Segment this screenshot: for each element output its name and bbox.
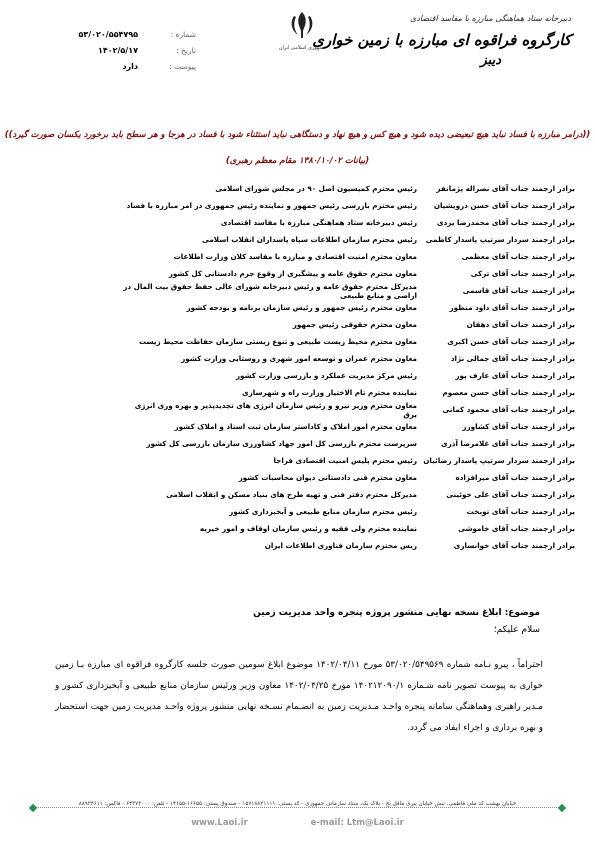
recipient-row (120, 368, 575, 385)
recipient-name: برادر ارجمند جناب آقای عارف پور (455, 371, 575, 381)
organization-suffix: دیبز (480, 53, 501, 68)
recipient-row (120, 181, 575, 198)
recipient-row (120, 487, 575, 504)
recipient-row (120, 300, 575, 317)
recipient-name: برادر ارجمند سردار سرتیپ پاسدار رضائیان (423, 456, 575, 466)
footer-divider (30, 807, 565, 808)
recipient-row (120, 419, 575, 436)
leader-quote: ((درامر مبارزه با فساد نباید هیچ تبعیضی دیده شود و هیچ کس و هیچ نهاد و دستگاهی نباید استثناء شود با فساد در هرجا و هر سطح باید برخورد یکسان صورت گیرد)) (4, 130, 591, 140)
recipient-name: برادر ارجمند جناب آقای علی خوئینی (446, 490, 575, 500)
recipient-title: رئیس محترم پلیس امنیت اقتصادی فراجا (273, 456, 417, 466)
recipient-row (120, 283, 575, 300)
recipient-title: معاون محترم رئیس جمهور و رئیس سازمان برنامه و بودجه کشور (186, 303, 417, 313)
recipient-name: برادر ارجمند جناب آقای میرافزاده (455, 473, 575, 483)
letter-meta (78, 26, 196, 74)
meta-value: ۵۳/۰۲۰/۵۵۴۷۹۵ (78, 29, 138, 39)
recipient-title: نماینده محترم تام الاختیار وزارت راه و شهرسازی (242, 388, 417, 398)
recipient-title: معاون محترم امور املاک و کاداستر سازمان ثبت اسناد و املاک کشور (174, 422, 417, 432)
recipient-name: برادر ارجمند جناب آقای نصراله پژمانفر (436, 184, 575, 194)
meta-value: دارد (122, 61, 138, 71)
quote-reference: (بیانات ۱۳۸۰/۱۰/۰۲ مقام معظم رهبری) (225, 156, 370, 166)
recipient-row (120, 334, 575, 351)
footer-address-bar (0, 800, 595, 814)
diamond-icon (558, 804, 566, 812)
recipient-name: برادر ارجمند جناب آقای معظمی (461, 252, 575, 262)
iran-emblem (272, 10, 332, 51)
recipient-name: برادر ارجمند جناب آقای خوانساری (453, 541, 575, 551)
recipient-row (120, 453, 575, 470)
recipient-title: معاون محترم محیط زیست طبیعی و تنوع زیستی سازمان حفاظت محیط زیست (138, 337, 417, 347)
organization-name: کارگروه فراقوه ای مبارزه با زمین خواری (312, 31, 571, 49)
recipient-name: برادر ارجمند جناب آقای توبخت (466, 507, 575, 517)
recipient-row (120, 351, 575, 368)
recipient-title: نماینده محترم ولی فقیه و رئیس سازمان اوقاف و امور خیریه (199, 524, 417, 534)
recipient-name: برادر ارجمند جناب آقای محمود کمانی (442, 405, 575, 415)
recipient-row (120, 266, 575, 283)
recipient-name: برادر ارجمند جناب آقای جمالی نژاد (450, 354, 575, 364)
recipient-name: برادر ارجمند جناب آقای خاموشی (458, 524, 575, 534)
recipient-row (120, 402, 575, 419)
recipient-row (120, 504, 575, 521)
recipient-row (120, 521, 575, 538)
meta-label: تاریخ : (176, 45, 196, 55)
recipient-row (120, 198, 575, 215)
emblem-icon (288, 10, 316, 40)
recipient-name: برادر ارجمند جناب آقای حسن درویشیان (433, 201, 575, 211)
recipient-title: رئیس دبیرخانه ستاد هماهنگی مبارزه با مفاسد اقتصادی (220, 218, 417, 228)
recipients-list (120, 181, 575, 555)
recipient-title: رئیس محترم بازرسی رئیس جمهور و نماینده رئیس جمهوری در امر مبارزه با فساد (126, 201, 417, 211)
meta-label: پیوست : (169, 61, 196, 71)
letterhead (312, 14, 571, 68)
emblem-caption: جمهوری اسلامی ایران (278, 45, 326, 51)
recipient-row (120, 538, 575, 555)
recipient-title: مدیرکل محترم دفتر فنی و تهیه طرح های بنیاد مسکن و انقلاب اسلامی (166, 490, 417, 500)
recipient-row (120, 436, 575, 453)
recipient-title: رئیس محترم سازمان اطلاعات سپاه پاسداران انقلاب اسلامی (202, 235, 417, 245)
footer-email[interactable]: e-mail: Ltm@Laoi.ir (310, 818, 404, 828)
recipient-row (120, 470, 575, 487)
recipient-title: رئیس محترم کمیسیون اصل ۹۰ در مجلس شورای اسلامی (215, 184, 417, 194)
recipient-row (120, 215, 575, 232)
footer-website[interactable]: www.Laoi.ir (191, 818, 248, 828)
recipient-title: معاون محترم حقوقی رئیس جمهور (292, 320, 417, 330)
recipient-name: برادر ارجمند جناب آقای حسن اکبری (447, 337, 575, 347)
footer-address: خیابان بهشت کد ملی فاطمی، نبش خیابان پیری ماقل بخ - بلاک یک، ستاد سارمانی جمهوری - کد پستی: ۱۵۷۱۸۸۳۱۱۱۱ - صندوق پستی: ۱۶۶۵۵-۱۴۱۵۵ - تلفن: ۶۴۳۷۳۰۰۰ - فاکس: ۸۸۹۳۴۶۱۱ (40, 801, 555, 807)
recipient-title: معاون محترم حقوق عامه و پیشگیری از وقوع جرم دادستانی کل کشور (168, 269, 417, 279)
recipient-name: برادر ارجمند جناب آقای محمدرضا یزدی (437, 218, 575, 228)
meta-label: شماره : (170, 29, 196, 39)
recipient-name: برادر ارجمند جناب آقای غلامرضا آذری (441, 439, 575, 449)
recipient-name: برادر ارجمند جناب آقای ترکی (470, 269, 575, 279)
recipient-title: معاون محترم امنیت اقتصادی و مبارزه با مفاسد کلان وزارت اطلاعات (173, 252, 417, 262)
diamond-icon (29, 804, 37, 812)
recipient-title: رئیس محترم سازمان منابع طبیعی و آبخیزداری کشور (229, 507, 417, 517)
recipient-title: سرپرست محترم بازرسی کل امور جهاد کشاورزی سازمان بازرسی کل کشور (146, 439, 417, 449)
letter-body: احتراماً ، پیرو نـامه شماره ۵۳/۰۲۰/۵۴۹۵۶۹ مورخ ۱۴۰۲/۰۴/۱۱ موضوع ابلاغ سومین صورت جلسه کارگروه فراقوه ای مبارزه بـا زمین خواری به پیوست تصویر نامه شـماره ۱۴۰۲۱۲۰۹۰/۱ مورخ ۱۴۰۲/۰۴/۲۵ معاون وزیر ورئیس سازمان منابع طبیعی و آبخیزداری کشور و مـدیر راهبری وهماهنگی سامانه پنجره واحـد مـدیریت زمین به انضـمام نسـخه نهایی منشور پروژه واحـد مدیریت زمین جهت استحضار و بهره برداری و اجراء ایفاد می گردد. (55, 660, 543, 733)
recipient-title: معاون محترم عمران و توسعه امور شهری و روستایی وزارت کشور (181, 354, 417, 364)
recipient-row (120, 232, 575, 249)
recipient-row (120, 249, 575, 266)
recipient-row (120, 317, 575, 334)
letter-subject: موضوع: ابلاغ نسخه نهایی منشور پروژه پنجره واحد مدیریت زمین (253, 608, 540, 618)
recipient-title: معاون محترم وزیر نیرو و رئیس سازمان انرژی های تجدیدپذیر و بهره وری انرژی برق (134, 401, 417, 419)
recipient-title: معاون محترم فنی دادستانی دیوان محاسبات کشور (238, 473, 417, 483)
recipient-name: برادر ارجمند جناب آقای قاسمی (462, 286, 575, 296)
recipient-name: برادر ارجمند جناب آقای کشاورز (462, 422, 575, 432)
recipient-name: برادر ارجمند جناب آقای داود منظور (449, 303, 575, 313)
recipient-name: برادر ارجمند سردار سرتیپ پاسدار کاظمی (425, 235, 575, 245)
letter-greeting: سلام علیکم؛ (493, 625, 540, 635)
footer-contacts (0, 818, 595, 828)
meta-date (78, 42, 196, 58)
recipient-title: ریس محترم سازمان فناوری اطلاعات ایران (264, 541, 417, 551)
recipient-row (120, 385, 575, 402)
recipient-name: برادر ارجمند جناب آقای دهقان (466, 320, 575, 330)
recipient-title: رئیس مرکز مدیریت عملکرد و بازرسی وزارت کشور (235, 371, 417, 381)
recipient-title: مدیرکل محترم حقوق عامه و رئیس دبیرخانه شورای عالی حفظ حقوق بیت المال در اراضی و منابع طبیعی (123, 282, 417, 300)
recipient-name: برادر ارجمند جناب آقای حسن معصوم (442, 388, 575, 398)
meta-value: ۱۴۰۲/۵/۱۷ (97, 45, 138, 55)
secretariat-name: دبیرخانه ستاد هماهنگی مبارزه با مفاسد اقتصادی (410, 14, 571, 23)
meta-attachment (78, 58, 196, 74)
meta-number (78, 26, 196, 42)
